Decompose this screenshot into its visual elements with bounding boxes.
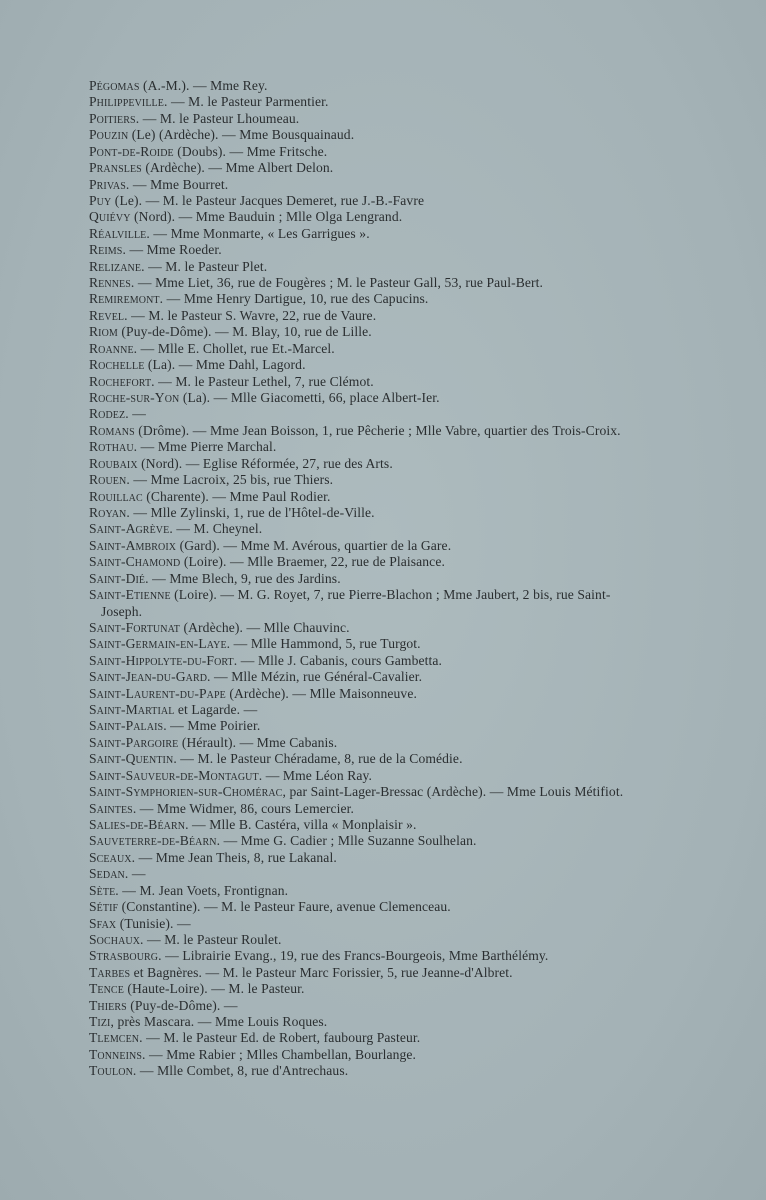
directory-entry xyxy=(89,833,629,849)
entry-details: . — Mme Bourret. xyxy=(125,176,229,192)
directory-entry xyxy=(89,1047,629,1063)
directory-entry xyxy=(89,768,629,784)
directory-entry xyxy=(89,718,629,734)
entry-details: . — Mme Lacroix, 25 bis, rue Thiers. xyxy=(126,472,334,488)
place-name: Saint-Symphorien-sur-Chomérac xyxy=(89,784,283,800)
entry-details: . — M. le Pasteur S. Wavre, 22, rue de Vaure. xyxy=(124,307,377,323)
place-name: Rouillac xyxy=(89,488,143,504)
directory-entry xyxy=(89,751,629,767)
place-name: Sedan xyxy=(89,866,125,882)
entry-details: (Haute-Loire). — M. le Pasteur. xyxy=(123,981,305,997)
entry-details: (Ardèche). — Mlle Chauvinc. xyxy=(180,619,350,635)
directory-entry xyxy=(89,505,629,521)
place-name: Saint-Laurent-du-Pape xyxy=(89,685,226,701)
place-name: Pouzin xyxy=(89,127,129,143)
place-name: Rouen xyxy=(89,472,127,488)
directory-entry xyxy=(89,144,629,160)
entry-details: . — Mme Roeder. xyxy=(122,242,222,258)
entry-details: . — M. le Pasteur Ed. de Robert, faubourg Pasteur. xyxy=(139,1030,421,1046)
place-name: Roanne xyxy=(89,340,134,356)
place-name: Roche-sur-Yon xyxy=(89,390,180,406)
directory-entry xyxy=(89,226,629,242)
entry-details: . — Mme Jean Theis, 8, rue Lakanal. xyxy=(131,849,337,865)
directory-entry xyxy=(89,883,629,899)
place-name: Rochelle xyxy=(89,357,145,373)
directory-entry xyxy=(89,160,629,176)
place-name: Tence xyxy=(89,981,124,997)
directory-entry xyxy=(89,1063,629,1079)
entry-details: . — M. le Pasteur Roulet. xyxy=(140,931,282,947)
place-name: Quiévy xyxy=(89,209,131,225)
directory-entry xyxy=(89,866,629,882)
entry-details: . — M. le Pasteur Plet. xyxy=(141,258,268,274)
directory-entry xyxy=(89,801,629,817)
directory-entry xyxy=(89,1030,629,1046)
entry-details: . — M. le Pasteur Lethel, 7, rue Clémot. xyxy=(151,373,374,389)
entry-details: (Drôme). — Mme Jean Boisson, 1, rue Pêcherie ; Mlle Vabre, quartier des Trois-Croix. xyxy=(134,422,621,438)
directory-entry xyxy=(89,193,629,209)
place-name: Romans xyxy=(89,422,135,438)
place-name: Philippeville xyxy=(89,94,164,110)
place-name: Tizi xyxy=(89,1014,111,1030)
directory-entry xyxy=(89,472,629,488)
directory-entry xyxy=(89,209,629,225)
place-name: Saint-Dié xyxy=(89,570,146,586)
directory-entry xyxy=(89,981,629,997)
place-name: Sceaux xyxy=(89,849,132,865)
place-name: Saint-Chamond xyxy=(89,554,181,570)
entry-details: . — Mme G. Cadier ; Mlle Suzanne Soulhelan. xyxy=(216,833,477,849)
directory-entry xyxy=(89,357,629,373)
place-name: Thiers xyxy=(89,997,127,1013)
directory-entry xyxy=(89,489,629,505)
entry-details: . — xyxy=(125,406,146,422)
entry-details: (Le) (Ardèche). — Mme Bousquainaud. xyxy=(128,127,355,143)
directory-entry xyxy=(89,374,629,390)
place-name: Sfax xyxy=(89,915,117,931)
directory-entry xyxy=(89,456,629,472)
place-name: Saint-Pargoire xyxy=(89,734,179,750)
directory-entry xyxy=(89,439,629,455)
directory-entry xyxy=(89,291,629,307)
place-name: Saint-Ambroix xyxy=(89,537,177,553)
entry-details: . — Mme Léon Ray. xyxy=(258,767,373,783)
entry-details: (Gard). — Mme M. Avérous, quartier de la Gare. xyxy=(176,537,452,553)
directory-entry xyxy=(89,390,629,406)
place-name: Saint-Etienne xyxy=(89,587,171,603)
place-name: Saint-Fortunat xyxy=(89,619,180,635)
place-name: Réalville xyxy=(89,225,147,241)
place-name: Rodez xyxy=(89,406,126,422)
entry-details: . — Mme Rabier ; Mlles Chambellan, Bourlange. xyxy=(142,1046,417,1062)
entry-details: (Tunisie). — xyxy=(116,915,191,931)
entry-details: (Doubs). — Mme Fritsche. xyxy=(173,143,328,159)
entry-details: . — Mme Pierre Marchal. xyxy=(133,439,277,455)
place-name: Pégomas xyxy=(89,78,140,93)
place-name: Strasbourg xyxy=(89,948,159,964)
place-name: Saint-Jean-du-Gard xyxy=(89,669,208,685)
place-name: Remiremont xyxy=(89,291,160,307)
directory-entry xyxy=(89,636,629,652)
place-name: Salies-de-Béarn xyxy=(89,816,186,832)
entry-details: (Nord). — Mme Bauduin ; Mlle Olga Lengrand. xyxy=(130,209,403,225)
directory-entry xyxy=(89,127,629,143)
directory-entry xyxy=(89,341,629,357)
directory-entry xyxy=(89,899,629,915)
place-name: Saint-Hippolyte-du-Fort xyxy=(89,652,234,668)
entry-details: . — Mme Widmer, 86, cours Lemercier. xyxy=(132,800,355,816)
directory-entry xyxy=(89,620,629,636)
entry-details: et Bagnères. — M. le Pasteur Marc Forissier, 5, rue Jeanne-d'Albret. xyxy=(130,964,513,980)
place-name: Saintes xyxy=(89,800,133,816)
entry-details: (Loire). — Mlle Braemer, 22, rue de Plaisance. xyxy=(180,554,445,570)
place-name: Saint-Martial xyxy=(89,702,175,718)
directory-list xyxy=(89,78,629,1080)
place-name: Relizane xyxy=(89,258,142,274)
entry-details: . — M. le Pasteur Lhoumeau. xyxy=(135,110,300,126)
entry-details: , près Mascara. — Mme Louis Roques. xyxy=(110,1014,328,1030)
entry-details: (A.-M.). — Mme Rey. xyxy=(139,78,268,93)
entry-details: . — M. le Pasteur Parmentier. xyxy=(163,94,329,110)
directory-entry xyxy=(89,669,629,685)
entry-details: . — M. Cheynel. xyxy=(169,521,263,537)
directory-entry xyxy=(89,406,629,422)
entry-details: , par Saint-Lager-Bressac (Ardèche). — Mme Louis Métifiot. xyxy=(282,784,624,800)
directory-entry xyxy=(89,916,629,932)
place-name: Sète xyxy=(89,882,116,898)
place-name: Riom xyxy=(89,324,118,340)
entry-details: (La). — Mme Dahl, Lagord. xyxy=(144,357,306,373)
place-name: Saint-Germain-en-Laye xyxy=(89,636,227,652)
entry-details: . — xyxy=(124,866,146,882)
entry-details: . — M. le Pasteur Chéradame, 8, rue de la Comédie. xyxy=(173,751,463,767)
entry-details: (Loire). — M. G. Royet, 7, rue Pierre-Blachon ; Mme Jaubert, 2 bis, rue Saint-Joseph. xyxy=(101,587,611,619)
directory-entry xyxy=(89,948,629,964)
directory-entry xyxy=(89,259,629,275)
directory-entry xyxy=(89,735,629,751)
entry-details: et Lagarde. — xyxy=(174,702,258,718)
directory-entry xyxy=(89,784,629,800)
place-name: Tonneins xyxy=(89,1046,142,1062)
place-name: Sochaux xyxy=(89,931,141,947)
directory-entry xyxy=(89,94,629,110)
entry-details: (Constantine). — M. le Pasteur Faure, avenue Clemenceau. xyxy=(118,899,451,915)
entry-details: . — Mlle J. Cabanis, cours Gambetta. xyxy=(233,652,442,668)
directory-entry xyxy=(89,423,629,439)
place-name: Pransles xyxy=(89,160,142,176)
place-name: Revel xyxy=(89,307,125,323)
directory-entry xyxy=(89,78,629,94)
place-name: Poitiers xyxy=(89,110,136,126)
entry-details: (Nord). — Eglise Réformée, 27, rue des Arts. xyxy=(137,455,393,471)
entry-details: (La). — Mlle Giacometti, 66, place Albert-Ier. xyxy=(179,390,440,406)
entry-details: . — Mlle E. Chollet, rue Et.-Marcel. xyxy=(133,340,335,356)
directory-entry xyxy=(89,275,629,291)
place-name: Tarbes xyxy=(89,964,131,980)
directory-entry xyxy=(89,932,629,948)
directory-entry xyxy=(89,111,629,127)
directory-entry xyxy=(89,1014,629,1030)
directory-entry xyxy=(89,571,629,587)
entry-details: . — Mlle Combet, 8, rue d'Antrechaus. xyxy=(132,1063,349,1079)
entry-details: . — Mlle B. Castéra, villa « Monplaisir ». xyxy=(185,816,417,832)
entry-details: (Charente). — Mme Paul Rodier. xyxy=(142,488,331,504)
place-name: Privas xyxy=(89,176,126,192)
directory-entry xyxy=(89,850,629,866)
entry-details: . — Mme Poirier. xyxy=(163,718,261,734)
place-name: Pont-de-Roide xyxy=(89,143,174,159)
place-name: Puy xyxy=(89,192,112,208)
place-name: Royan xyxy=(89,504,127,520)
directory-entry xyxy=(89,308,629,324)
entry-details: . — Mme Henry Dartigue, 10, rue des Capucins. xyxy=(159,291,429,307)
directory-entry xyxy=(89,965,629,981)
place-name: Saint-Agrève xyxy=(89,521,170,537)
directory-entry xyxy=(89,817,629,833)
place-name: Rochefort xyxy=(89,373,152,389)
entry-details: . — Mlle Mézin, rue Général-Cavalier. xyxy=(207,669,423,685)
entry-details: (Ardèche). — Mlle Maisonneuve. xyxy=(225,685,417,701)
directory-entry xyxy=(89,324,629,340)
entry-details: (Puy-de-Dôme). — xyxy=(126,997,238,1013)
place-name: Sauveterre-de-Béarn xyxy=(89,833,217,849)
place-name: Rennes xyxy=(89,275,131,291)
place-name: Saint-Quentin xyxy=(89,751,174,767)
directory-entry xyxy=(89,242,629,258)
directory-entry xyxy=(89,998,629,1014)
entry-details: (Ardèche). — Mme Albert Delon. xyxy=(141,160,334,176)
entry-details: . — Mlle Hammond, 5, rue Turgot. xyxy=(226,636,421,652)
entry-details: . — M. Jean Voets, Frontignan. xyxy=(115,882,289,898)
entry-details: (Puy-de-Dôme). — M. Blay, 10, rue de Lille. xyxy=(117,324,372,340)
directory-entry xyxy=(89,702,629,718)
place-name: Rothau xyxy=(89,439,134,455)
place-name: Tlemcen xyxy=(89,1030,140,1046)
entry-details: . — Librairie Evang., 19, rue des Francs-Bourgeois, Mme Barthélémy. xyxy=(158,948,549,964)
directory-entry xyxy=(89,554,629,570)
directory-entry xyxy=(89,538,629,554)
place-name: Saint-Sauveur-de-Montagut xyxy=(89,767,259,783)
place-name: Roubaix xyxy=(89,455,138,471)
directory-entry xyxy=(89,653,629,669)
place-name: Toulon xyxy=(89,1063,133,1079)
entry-details: . — Mlle Zylinski, 1, rue de l'Hôtel-de-Ville. xyxy=(126,504,375,520)
directory-entry xyxy=(89,686,629,702)
directory-entry xyxy=(89,177,629,193)
place-name: Saint-Palais xyxy=(89,718,164,734)
entry-details: (Le). — M. le Pasteur Jacques Demeret, rue J.-B.-Favre xyxy=(111,192,425,208)
entry-details: . — Mme Blech, 9, rue des Jardins. xyxy=(145,570,341,586)
directory-entry xyxy=(89,521,629,537)
entry-details: . — Mme Monmarte, « Les Garrigues ». xyxy=(146,225,370,241)
entry-details: (Hérault). — Mme Cabanis. xyxy=(178,734,338,750)
place-name: Reims xyxy=(89,242,123,258)
directory-entry xyxy=(89,587,629,620)
entry-details: . — Mme Liet, 36, rue de Fougères ; M. le Pasteur Gall, 53, rue Paul-Bert. xyxy=(130,275,543,291)
place-name: Sétif xyxy=(89,899,119,915)
